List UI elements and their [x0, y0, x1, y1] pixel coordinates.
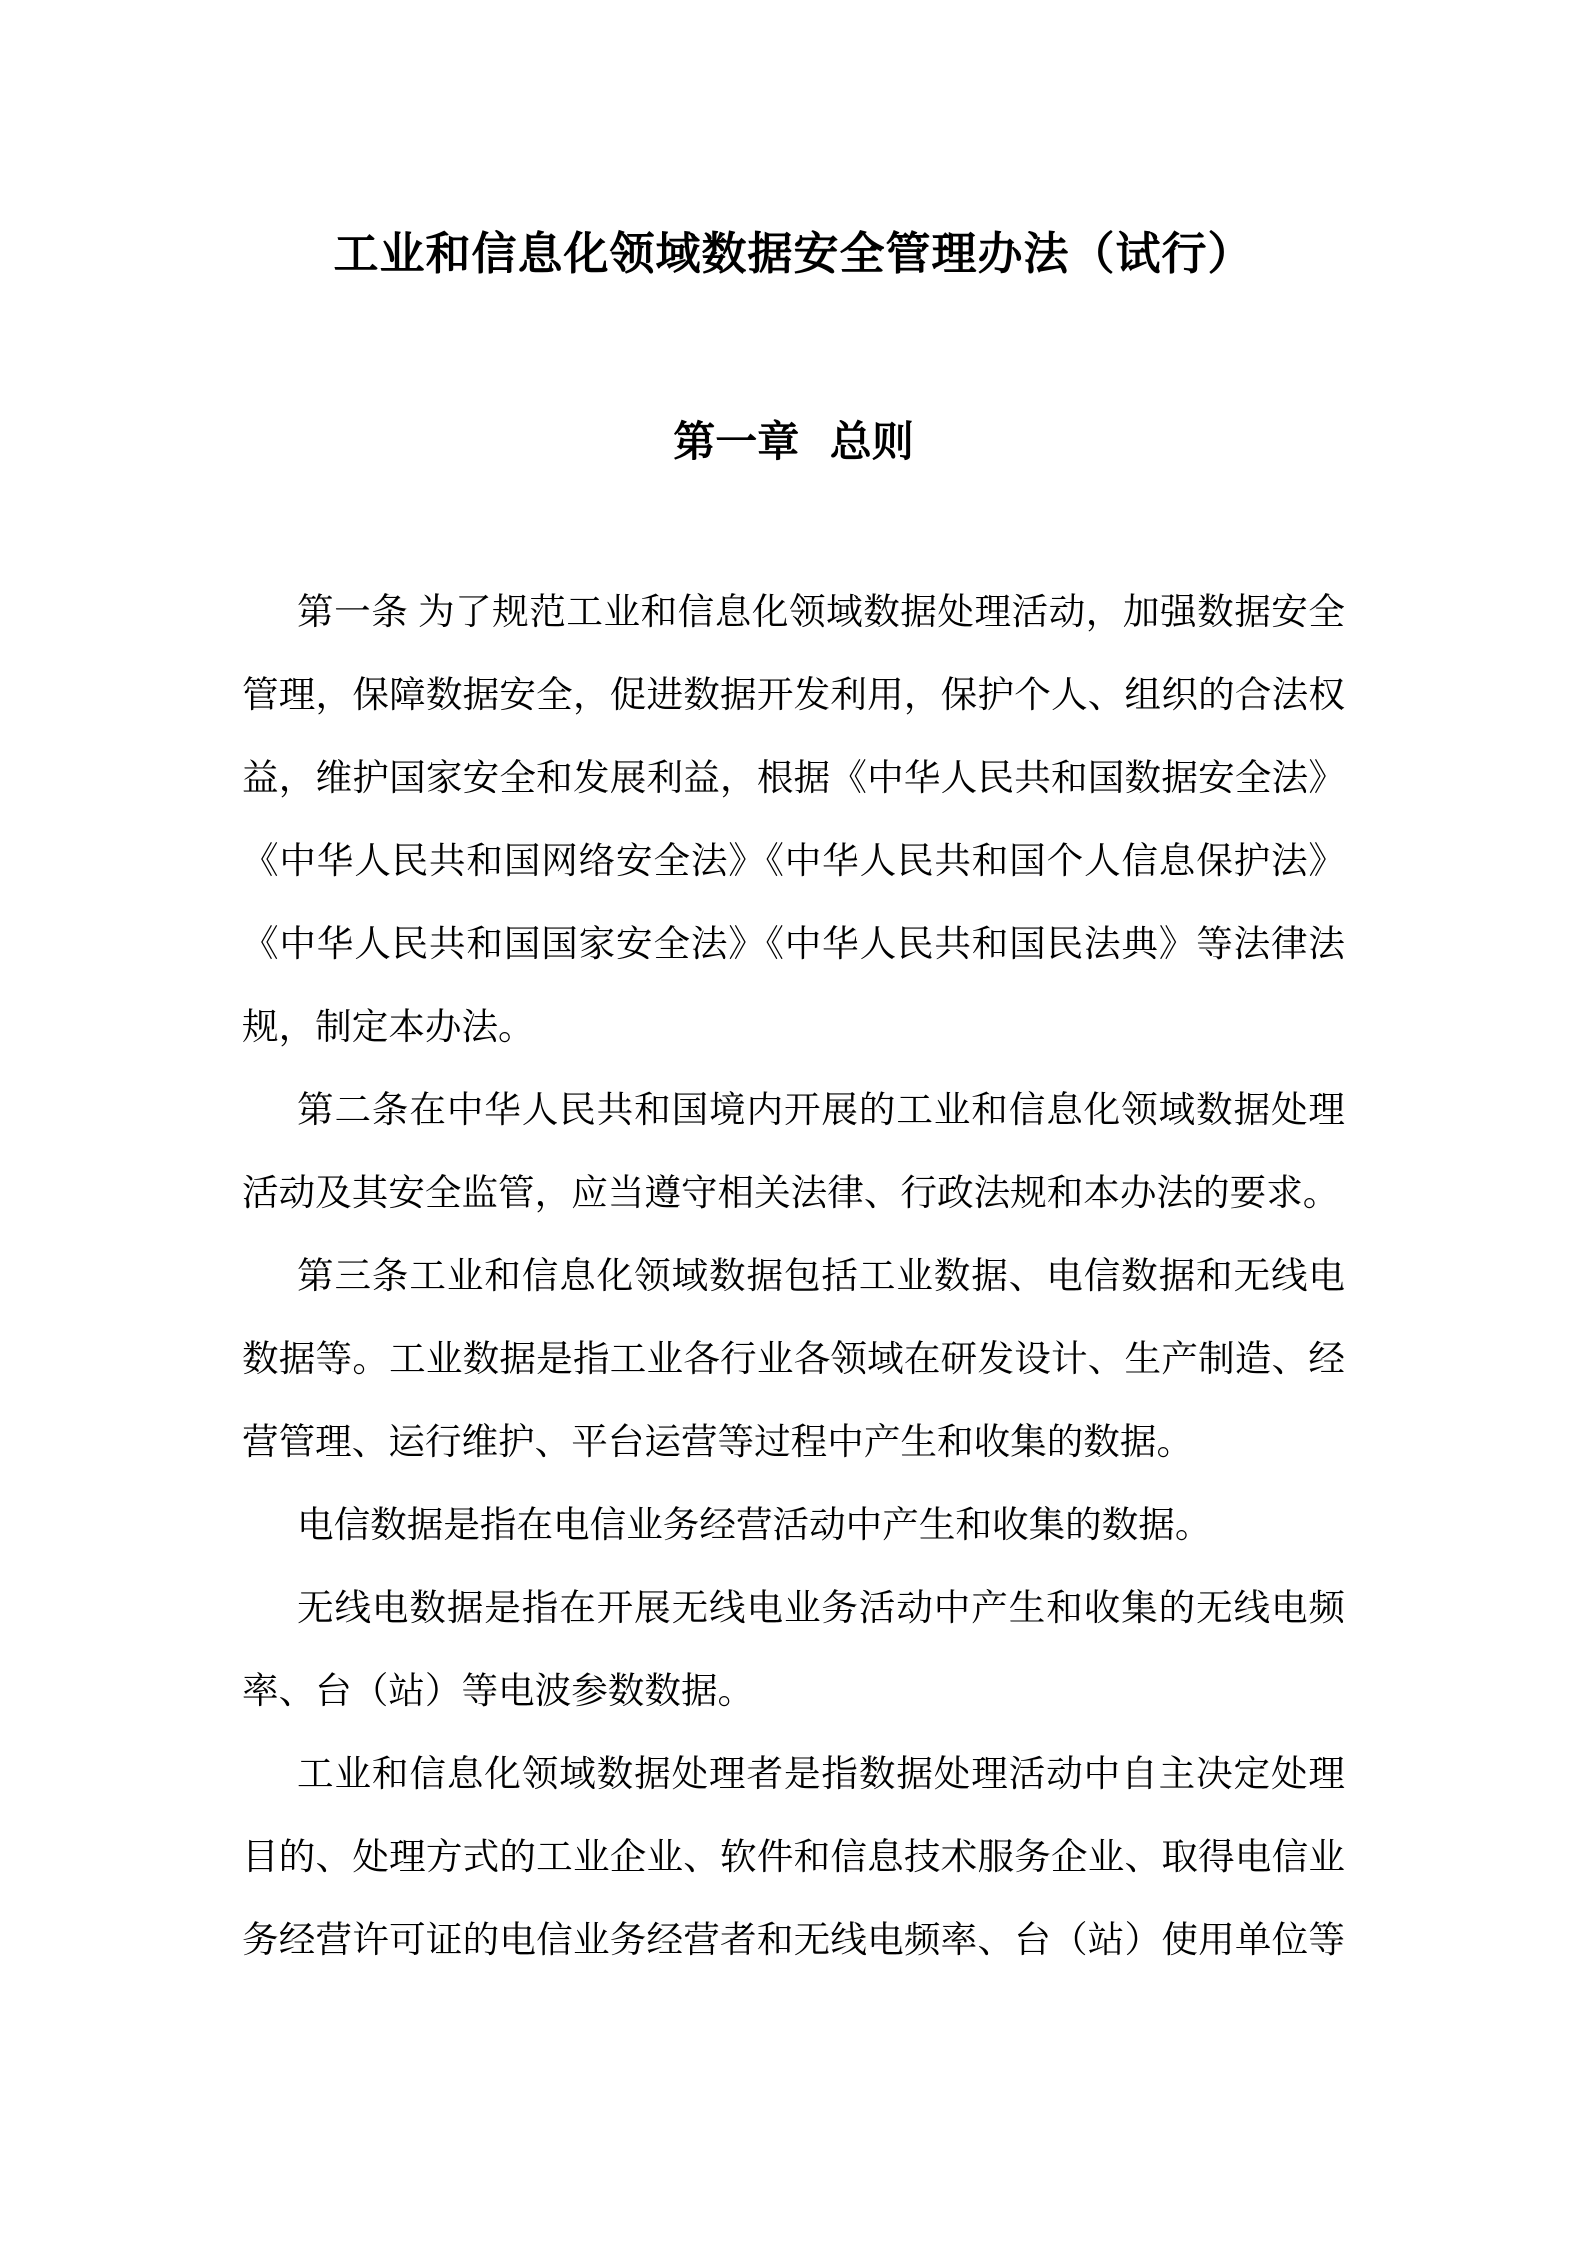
- text-line: 数据等。工业数据是指工业各行业各领域在研发设计、生产制造、经: [242, 1338, 1345, 1379]
- text-line: 目的、处理方式的工业企业、软件和信息技术服务企业、取得电信业: [242, 1836, 1345, 1877]
- paragraph: [242, 1732, 1345, 1981]
- text-line: 率、台（站）等电波参数数据。: [242, 1670, 755, 1711]
- chapter-heading: 第一章 总则: [673, 420, 914, 466]
- text-line: 益，维护国家安全和发展利益，根据《中华人民共和国数据安全法》: [242, 757, 1345, 798]
- paragraph: [242, 1234, 1345, 1483]
- text-line: 《中华人民共和国国家安全法》《中华人民共和国民法典》等法律法: [242, 923, 1345, 964]
- text-line: 管理，保障数据安全，促进数据开发利用，保护个人、组织的合法权: [242, 674, 1345, 715]
- text-line: 工业和信息化领域数据处理者是指数据处理活动中自主决定处理: [297, 1753, 1345, 1794]
- text-line: 营管理、运行维护、平台运营等过程中产生和收集的数据。: [242, 1421, 1194, 1462]
- document-title: 工业和信息化领域数据安全管理办法（试行）: [333, 229, 1254, 279]
- text-line: 规，制定本办法。: [242, 1006, 535, 1047]
- text-line: 第一条 为了规范工业和信息化领域数据处理活动，加强数据安全: [297, 591, 1345, 632]
- text-line: 第三条工业和信息化领域数据包括工业数据、电信数据和无线电: [297, 1255, 1345, 1296]
- text-line: 电信数据是指在电信业务经营活动中产生和收集的数据。: [297, 1504, 1212, 1545]
- text-line: 务经营许可证的电信业务经营者和无线电频率、台（站）使用单位等: [242, 1919, 1345, 1960]
- text-line: 无线电数据是指在开展无线电业务活动中产生和收集的无线电频: [297, 1587, 1345, 1628]
- paragraph: [242, 1483, 1345, 1566]
- paragraph: [242, 1068, 1345, 1234]
- paragraph: [242, 1566, 1345, 1732]
- text-line: 第二条在中华人民共和国境内开展的工业和信息化领域数据处理: [297, 1089, 1345, 1130]
- text-line: 活动及其安全监管，应当遵守相关法律、行政法规和本办法的要求。: [242, 1172, 1340, 1213]
- paragraph: [242, 570, 1345, 1068]
- document-body: [242, 570, 1345, 1981]
- text-line: 《中华人民共和国网络安全法》《中华人民共和国个人信息保护法》: [242, 840, 1345, 881]
